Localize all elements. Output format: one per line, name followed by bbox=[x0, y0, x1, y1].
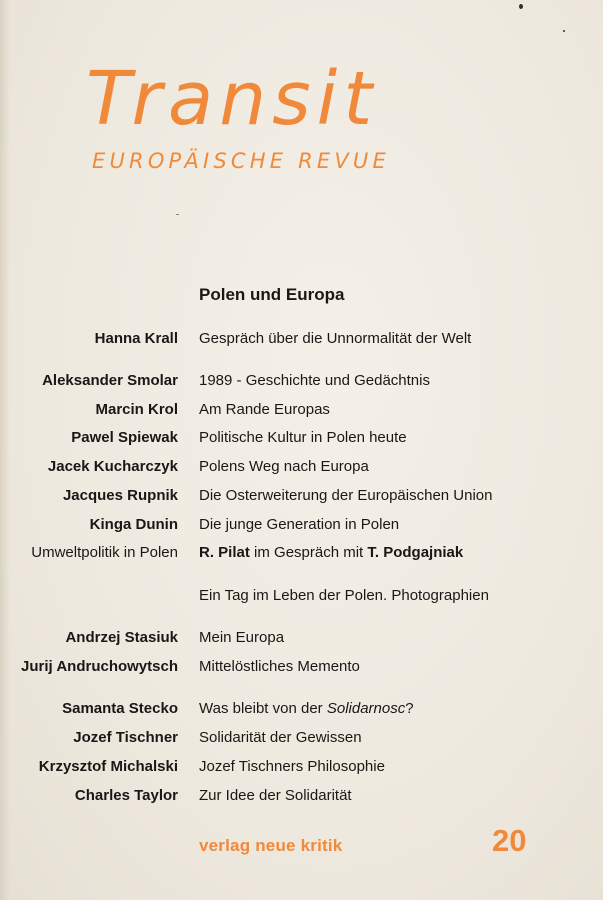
toc-author: Aleksander Smolar bbox=[42, 372, 178, 389]
toc-article-title: Die junge Generation in Polen bbox=[199, 516, 400, 533]
toc-author: Marcin Krol bbox=[95, 401, 178, 418]
toc-article-title: Mein Europa bbox=[199, 629, 285, 646]
toc-article-title: Gespräch über die Unnormalität der Welt bbox=[199, 330, 472, 347]
toc-entry bbox=[0, 330, 603, 352]
toc-article-title: Polens Weg nach Europa bbox=[199, 458, 369, 475]
toc-entry bbox=[0, 700, 603, 722]
toc-author: Hanna Krall bbox=[94, 330, 178, 347]
toc-author: Jurij Andruchowytsch bbox=[21, 658, 178, 675]
toc-author: Andrzej Stasiuk bbox=[65, 629, 178, 646]
issue-number: 20 bbox=[492, 823, 527, 858]
toc-article-title: 1989 - Geschichte und Gedächtnis bbox=[199, 372, 430, 389]
toc-author: Jozef Tischner bbox=[73, 729, 178, 746]
toc-text: im Gespräch mit bbox=[249, 544, 368, 561]
toc-entry bbox=[0, 516, 603, 538]
toc-author: Jacques Rupnik bbox=[62, 487, 178, 504]
toc-article-title: Politische Kultur in Polen heute bbox=[199, 429, 407, 446]
toc-author-inline: R. Pilat bbox=[199, 544, 250, 561]
toc-article-title: Die Osterweiterung der Europäischen Union bbox=[199, 487, 493, 504]
toc-author: Kinga Dunin bbox=[89, 516, 178, 533]
toc-entry bbox=[0, 729, 603, 751]
toc-author: Krzysztof Michalski bbox=[38, 758, 178, 775]
toc-entry bbox=[0, 401, 603, 423]
toc-author: Pawel Spiewak bbox=[71, 429, 178, 446]
issue-theme-title: Polen und Europa bbox=[199, 285, 345, 304]
toc-author: Charles Taylor bbox=[74, 787, 178, 804]
toc-entry bbox=[0, 658, 603, 680]
toc-entry bbox=[0, 758, 603, 780]
toc-entry bbox=[0, 587, 603, 609]
toc-section-label: Umweltpolitik in Polen bbox=[31, 544, 178, 561]
toc-author: Samanta Stecko bbox=[62, 700, 178, 717]
toc-article-title: Am Rande Europas bbox=[199, 401, 330, 418]
toc-article-title bbox=[199, 544, 463, 561]
toc-article-title: Ein Tag im Leben der Polen. Photographien bbox=[199, 587, 489, 604]
toc-entry bbox=[0, 544, 603, 566]
toc-entry bbox=[0, 629, 603, 651]
toc-article-title bbox=[199, 700, 414, 717]
toc-article-title: Jozef Tischners Philosophie bbox=[199, 758, 385, 775]
toc-article-title: Solidarität der Gewissen bbox=[199, 729, 362, 746]
toc-entry bbox=[0, 372, 603, 394]
toc-entry bbox=[0, 429, 603, 451]
toc-article-title: Zur Idee der Solidarität bbox=[199, 787, 352, 804]
toc-article-title: Mittelöstliches Memento bbox=[199, 658, 360, 675]
magazine-title: Transit bbox=[86, 56, 379, 142]
magazine-subtitle: EUROPÄISCHE REVUE bbox=[92, 149, 390, 173]
toc-entry bbox=[0, 487, 603, 509]
toc-entry bbox=[0, 458, 603, 480]
toc-text: Was bleibt von der bbox=[199, 700, 327, 717]
toc-text: ? bbox=[405, 700, 414, 717]
toc-entry bbox=[0, 787, 603, 809]
toc-italic-term: Solidarnosc bbox=[326, 700, 406, 717]
publisher-name: verlag neue kritik bbox=[199, 836, 343, 855]
toc-author: Jacek Kucharczyk bbox=[47, 458, 178, 475]
toc-author-inline: T. Podgajniak bbox=[367, 544, 464, 561]
